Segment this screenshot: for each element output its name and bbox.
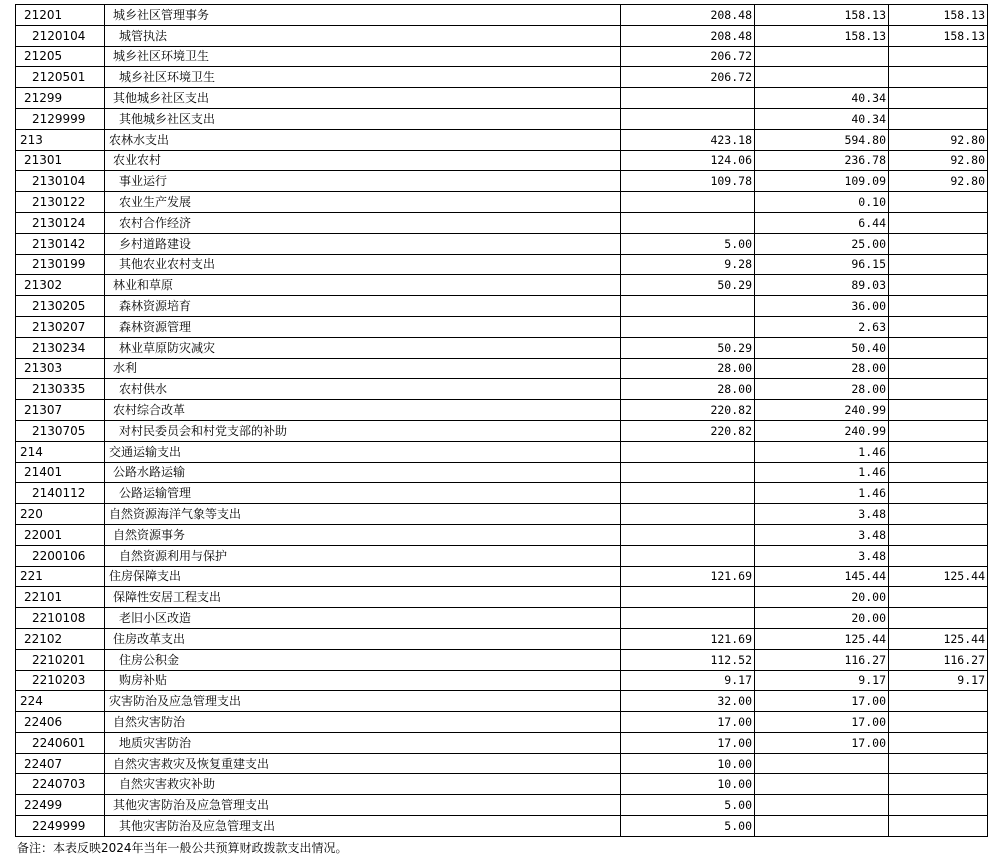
cell-code: 2130335 xyxy=(16,379,105,400)
table-row xyxy=(16,753,988,774)
cell-amount-col4: 1.46 xyxy=(755,441,889,462)
cell-amount-col4: 9.17 xyxy=(755,670,889,691)
cell-name: 自然灾害救灾及恢复重建支出 xyxy=(105,753,621,774)
cell-name: 自然灾害防治 xyxy=(105,712,621,733)
cell-amount-col4 xyxy=(755,774,889,795)
cell-amount-col5 xyxy=(889,192,988,213)
cell-amount-col5: 158.13 xyxy=(889,25,988,46)
cell-amount-col4: 36.00 xyxy=(755,296,889,317)
cell-name: 自然资源事务 xyxy=(105,524,621,545)
table-row xyxy=(16,649,988,670)
cell-amount-col3 xyxy=(621,316,755,337)
cell-amount-col4: 25.00 xyxy=(755,233,889,254)
table-row xyxy=(16,608,988,629)
cell-code: 21303 xyxy=(16,358,105,379)
cell-name: 农村综合改革 xyxy=(105,400,621,421)
cell-code: 22407 xyxy=(16,753,105,774)
cell-amount-col3: 423.18 xyxy=(621,129,755,150)
cell-amount-col4: 3.48 xyxy=(755,524,889,545)
table-body xyxy=(16,5,988,837)
cell-amount-col5 xyxy=(889,275,988,296)
cell-amount-col3: 220.82 xyxy=(621,400,755,421)
cell-amount-col3: 220.82 xyxy=(621,420,755,441)
cell-code: 21201 xyxy=(16,5,105,26)
cell-amount-col5 xyxy=(889,732,988,753)
cell-name: 事业运行 xyxy=(105,171,621,192)
cell-name: 乡村道路建设 xyxy=(105,233,621,254)
cell-amount-col3 xyxy=(621,545,755,566)
cell-name: 公路水路运输 xyxy=(105,462,621,483)
cell-amount-col3: 206.72 xyxy=(621,67,755,88)
cell-amount-col5 xyxy=(889,233,988,254)
cell-name: 对村民委员会和村党支部的补助 xyxy=(105,420,621,441)
cell-amount-col4: 0.10 xyxy=(755,192,889,213)
table-row xyxy=(16,337,988,358)
cell-code: 220 xyxy=(16,504,105,525)
cell-code: 21401 xyxy=(16,462,105,483)
table-row xyxy=(16,296,988,317)
table-row xyxy=(16,774,988,795)
table-row xyxy=(16,816,988,837)
cell-amount-col5 xyxy=(889,337,988,358)
cell-amount-col4: 40.34 xyxy=(755,108,889,129)
cell-name: 森林资源管理 xyxy=(105,316,621,337)
cell-name: 城乡社区环境卫生 xyxy=(105,67,621,88)
cell-amount-col3: 28.00 xyxy=(621,379,755,400)
table-row xyxy=(16,254,988,275)
cell-amount-col5: 116.27 xyxy=(889,649,988,670)
cell-name: 森林资源培育 xyxy=(105,296,621,317)
cell-code: 2130122 xyxy=(16,192,105,213)
cell-amount-col5: 158.13 xyxy=(889,5,988,26)
cell-code: 2130104 xyxy=(16,171,105,192)
cell-amount-col5 xyxy=(889,420,988,441)
cell-amount-col3 xyxy=(621,483,755,504)
cell-amount-col4 xyxy=(755,753,889,774)
cell-code: 2240601 xyxy=(16,732,105,753)
table-row xyxy=(16,358,988,379)
table-row xyxy=(16,46,988,67)
cell-name: 购房补贴 xyxy=(105,670,621,691)
cell-amount-col3 xyxy=(621,587,755,608)
cell-code: 2140112 xyxy=(16,483,105,504)
cell-amount-col3 xyxy=(621,462,755,483)
table-row xyxy=(16,67,988,88)
cell-amount-col3 xyxy=(621,296,755,317)
cell-amount-col3: 17.00 xyxy=(621,732,755,753)
cell-name: 其他农业农村支出 xyxy=(105,254,621,275)
cell-amount-col3: 208.48 xyxy=(621,25,755,46)
cell-amount-col3: 28.00 xyxy=(621,358,755,379)
cell-amount-col5 xyxy=(889,483,988,504)
cell-amount-col4: 3.48 xyxy=(755,504,889,525)
cell-amount-col3: 5.00 xyxy=(621,233,755,254)
cell-name: 老旧小区改造 xyxy=(105,608,621,629)
cell-amount-col5 xyxy=(889,816,988,837)
cell-amount-col5 xyxy=(889,524,988,545)
cell-name: 林业和草原 xyxy=(105,275,621,296)
cell-amount-col5 xyxy=(889,379,988,400)
cell-amount-col4 xyxy=(755,795,889,816)
cell-amount-col5 xyxy=(889,88,988,109)
cell-name: 城乡社区环境卫生 xyxy=(105,46,621,67)
cell-amount-col3 xyxy=(621,88,755,109)
table-row xyxy=(16,732,988,753)
table-row xyxy=(16,483,988,504)
cell-code: 221 xyxy=(16,566,105,587)
cell-amount-col5 xyxy=(889,400,988,421)
table-note: 备注：本表反映2024年当年一般公共预算财政拨款支出情况。 xyxy=(17,841,348,855)
cell-amount-col4 xyxy=(755,816,889,837)
cell-amount-col3: 5.00 xyxy=(621,795,755,816)
cell-amount-col5 xyxy=(889,545,988,566)
cell-code: 214 xyxy=(16,441,105,462)
cell-name: 灾害防治及应急管理支出 xyxy=(105,691,621,712)
cell-name: 农业生产发展 xyxy=(105,192,621,213)
cell-code: 2240703 xyxy=(16,774,105,795)
cell-code: 21299 xyxy=(16,88,105,109)
cell-amount-col5 xyxy=(889,712,988,733)
cell-code: 2130142 xyxy=(16,233,105,254)
table-row xyxy=(16,524,988,545)
cell-code: 21307 xyxy=(16,400,105,421)
cell-amount-col5: 9.17 xyxy=(889,670,988,691)
table-row xyxy=(16,420,988,441)
cell-amount-col5: 125.44 xyxy=(889,628,988,649)
cell-amount-col3 xyxy=(621,524,755,545)
cell-code: 22101 xyxy=(16,587,105,608)
cell-name: 农林水支出 xyxy=(105,129,621,150)
cell-name: 公路运输管理 xyxy=(105,483,621,504)
table-row xyxy=(16,25,988,46)
cell-amount-col5 xyxy=(889,441,988,462)
cell-name: 林业草原防灾减灾 xyxy=(105,337,621,358)
cell-name: 住房公积金 xyxy=(105,649,621,670)
cell-code: 2130199 xyxy=(16,254,105,275)
cell-code: 2120104 xyxy=(16,25,105,46)
cell-name: 农村供水 xyxy=(105,379,621,400)
table-row xyxy=(16,192,988,213)
cell-name: 城管执法 xyxy=(105,25,621,46)
cell-code: 2130705 xyxy=(16,420,105,441)
cell-amount-col5 xyxy=(889,108,988,129)
cell-code: 2130124 xyxy=(16,212,105,233)
table-row xyxy=(16,212,988,233)
cell-amount-col5 xyxy=(889,691,988,712)
cell-amount-col3 xyxy=(621,441,755,462)
cell-amount-col3: 124.06 xyxy=(621,150,755,171)
cell-amount-col5: 125.44 xyxy=(889,566,988,587)
cell-amount-col4: 2.63 xyxy=(755,316,889,337)
table-row xyxy=(16,108,988,129)
cell-amount-col4: 145.44 xyxy=(755,566,889,587)
cell-amount-col3: 17.00 xyxy=(621,712,755,733)
cell-amount-col5 xyxy=(889,795,988,816)
table-row xyxy=(16,5,988,26)
cell-code: 2210201 xyxy=(16,649,105,670)
cell-name: 交通运输支出 xyxy=(105,441,621,462)
cell-name: 其他灾害防治及应急管理支出 xyxy=(105,816,621,837)
cell-code: 22406 xyxy=(16,712,105,733)
cell-name: 地质灾害防治 xyxy=(105,732,621,753)
table-row xyxy=(16,150,988,171)
table-row xyxy=(16,691,988,712)
cell-name: 其他灾害防治及应急管理支出 xyxy=(105,795,621,816)
cell-code: 22001 xyxy=(16,524,105,545)
cell-code: 2200106 xyxy=(16,545,105,566)
cell-amount-col3: 9.17 xyxy=(621,670,755,691)
cell-amount-col4: 20.00 xyxy=(755,587,889,608)
cell-amount-col4: 40.34 xyxy=(755,88,889,109)
cell-amount-col5 xyxy=(889,358,988,379)
cell-amount-col5 xyxy=(889,462,988,483)
cell-amount-col3 xyxy=(621,608,755,629)
cell-code: 21302 xyxy=(16,275,105,296)
cell-amount-col4: 89.03 xyxy=(755,275,889,296)
cell-amount-col5 xyxy=(889,587,988,608)
cell-amount-col5: 92.80 xyxy=(889,129,988,150)
cell-amount-col5 xyxy=(889,753,988,774)
table-row xyxy=(16,587,988,608)
cell-amount-col3: 112.52 xyxy=(621,649,755,670)
cell-code: 213 xyxy=(16,129,105,150)
cell-amount-col4: 6.44 xyxy=(755,212,889,233)
cell-amount-col3 xyxy=(621,192,755,213)
cell-amount-col4: 240.99 xyxy=(755,420,889,441)
cell-code: 21205 xyxy=(16,46,105,67)
cell-code: 224 xyxy=(16,691,105,712)
cell-amount-col4: 28.00 xyxy=(755,358,889,379)
cell-code: 2210108 xyxy=(16,608,105,629)
cell-amount-col4: 240.99 xyxy=(755,400,889,421)
cell-amount-col5: 92.80 xyxy=(889,171,988,192)
cell-amount-col3: 208.48 xyxy=(621,5,755,26)
cell-amount-col4: 125.44 xyxy=(755,628,889,649)
cell-amount-col3 xyxy=(621,108,755,129)
cell-amount-col4: 109.09 xyxy=(755,171,889,192)
cell-name: 自然灾害救灾补助 xyxy=(105,774,621,795)
cell-amount-col4: 17.00 xyxy=(755,691,889,712)
table-row xyxy=(16,462,988,483)
cell-amount-col3 xyxy=(621,504,755,525)
cell-code: 22102 xyxy=(16,628,105,649)
cell-amount-col5 xyxy=(889,608,988,629)
cell-amount-col3: 10.00 xyxy=(621,753,755,774)
cell-code: 2130234 xyxy=(16,337,105,358)
cell-name: 农村合作经济 xyxy=(105,212,621,233)
cell-name: 农业农村 xyxy=(105,150,621,171)
cell-name: 住房保障支出 xyxy=(105,566,621,587)
cell-amount-col3: 32.00 xyxy=(621,691,755,712)
cell-code: 2129999 xyxy=(16,108,105,129)
expenditure-table xyxy=(15,4,988,837)
cell-name: 住房改革支出 xyxy=(105,628,621,649)
cell-amount-col5 xyxy=(889,296,988,317)
cell-code: 2210203 xyxy=(16,670,105,691)
table-row xyxy=(16,566,988,587)
cell-amount-col3: 121.69 xyxy=(621,566,755,587)
cell-amount-col4: 236.78 xyxy=(755,150,889,171)
cell-amount-col4: 1.46 xyxy=(755,483,889,504)
table-row xyxy=(16,129,988,150)
table-row xyxy=(16,233,988,254)
table-row xyxy=(16,316,988,337)
cell-amount-col3: 10.00 xyxy=(621,774,755,795)
cell-code: 22499 xyxy=(16,795,105,816)
cell-amount-col4: 17.00 xyxy=(755,712,889,733)
cell-name: 自然资源海洋气象等支出 xyxy=(105,504,621,525)
cell-amount-col4: 3.48 xyxy=(755,545,889,566)
cell-amount-col3 xyxy=(621,212,755,233)
cell-code: 2120501 xyxy=(16,67,105,88)
cell-amount-col3: 121.69 xyxy=(621,628,755,649)
cell-amount-col4 xyxy=(755,67,889,88)
table-row xyxy=(16,795,988,816)
cell-amount-col4: 594.80 xyxy=(755,129,889,150)
cell-amount-col5 xyxy=(889,46,988,67)
cell-code: 2130205 xyxy=(16,296,105,317)
table-row xyxy=(16,504,988,525)
cell-amount-col4: 20.00 xyxy=(755,608,889,629)
cell-amount-col3: 5.00 xyxy=(621,816,755,837)
table-row xyxy=(16,88,988,109)
table-row xyxy=(16,545,988,566)
cell-amount-col5: 92.80 xyxy=(889,150,988,171)
cell-amount-col4: 50.40 xyxy=(755,337,889,358)
cell-amount-col5 xyxy=(889,67,988,88)
cell-amount-col3: 9.28 xyxy=(621,254,755,275)
table-row xyxy=(16,400,988,421)
cell-name: 城乡社区管理事务 xyxy=(105,5,621,26)
table-row xyxy=(16,712,988,733)
cell-amount-col5 xyxy=(889,316,988,337)
cell-code: 21301 xyxy=(16,150,105,171)
cell-amount-col5 xyxy=(889,212,988,233)
cell-amount-col4 xyxy=(755,46,889,67)
cell-amount-col4: 158.13 xyxy=(755,5,889,26)
table-row xyxy=(16,379,988,400)
cell-amount-col4: 17.00 xyxy=(755,732,889,753)
cell-amount-col5 xyxy=(889,254,988,275)
cell-name: 其他城乡社区支出 xyxy=(105,108,621,129)
table-row xyxy=(16,670,988,691)
table-row xyxy=(16,275,988,296)
cell-amount-col4: 28.00 xyxy=(755,379,889,400)
cell-amount-col3: 206.72 xyxy=(621,46,755,67)
cell-amount-col4: 1.46 xyxy=(755,462,889,483)
cell-amount-col5 xyxy=(889,774,988,795)
cell-name: 保障性安居工程支出 xyxy=(105,587,621,608)
table-row xyxy=(16,628,988,649)
table-row xyxy=(16,171,988,192)
cell-amount-col3: 50.29 xyxy=(621,337,755,358)
cell-amount-col4: 96.15 xyxy=(755,254,889,275)
cell-amount-col4: 116.27 xyxy=(755,649,889,670)
cell-amount-col3: 109.78 xyxy=(621,171,755,192)
cell-amount-col5 xyxy=(889,504,988,525)
cell-name: 自然资源利用与保护 xyxy=(105,545,621,566)
cell-name: 其他城乡社区支出 xyxy=(105,88,621,109)
cell-amount-col4: 158.13 xyxy=(755,25,889,46)
cell-name: 水利 xyxy=(105,358,621,379)
cell-amount-col3: 50.29 xyxy=(621,275,755,296)
table-row xyxy=(16,441,988,462)
cell-code: 2249999 xyxy=(16,816,105,837)
cell-code: 2130207 xyxy=(16,316,105,337)
